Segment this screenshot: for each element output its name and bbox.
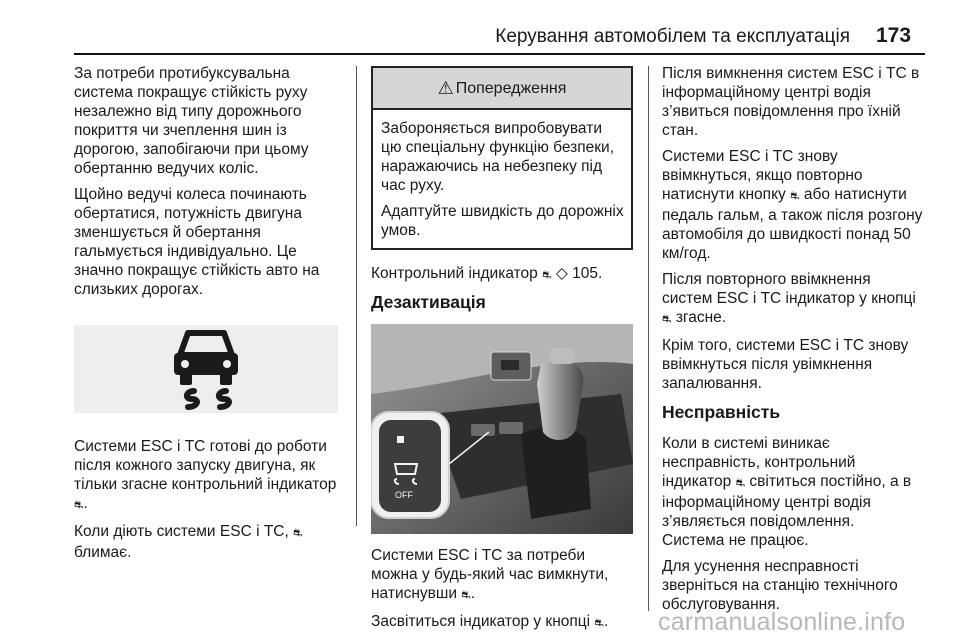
column-middle [371, 66, 633, 640]
paragraph: Системи ESC і TC готові до роботи після кожного запуску двигуна, як тільки згасне контрольний індикатор ⛐. [74, 438, 337, 512]
tc-off-button-icon: ⛐ [662, 313, 672, 325]
tc-off-button-icon: ⛐ [790, 190, 800, 202]
tc-indicator-icon: ⛐ [735, 477, 746, 489]
paragraph: Засвітиться індикатор у кнопці ⛐. [371, 613, 609, 630]
paragraph: Крім того, системи ESC і TC знову ввімкнуться після увімкнення запалювання. [662, 337, 909, 392]
section-heading: Дезактивація [371, 292, 486, 312]
header-title: Керування автомобілем та експлуатація [495, 26, 850, 47]
paragraph: Коли в системі виникає несправність, контрольний індикатор ⛐ світиться постійно, а в інформаційному центрі водія з’являється повідомлення. [662, 435, 912, 530]
tc-indicator-icon: ⛐ [293, 527, 303, 539]
gear-console-illustration [371, 324, 633, 534]
column-divider [356, 66, 357, 526]
traction-control-figure [74, 325, 338, 413]
figure-caption: Системи ESC і TC за потреби можна у будь-який час вимкнути, натиснувши ⛐. [371, 547, 609, 602]
page-number: 173 [876, 24, 912, 47]
paragraph: Контрольний індикатор ⛐ ◇ 105. [371, 265, 603, 282]
off-button-label: OFF [395, 490, 413, 500]
paragraph: Після вимкнення систем ESC і TC в інформаційному центрі водія з’явиться повідомлення про їхній стан. [662, 65, 920, 139]
warning-triangle-icon: ⚠ [437, 77, 454, 98]
paragraph: Щойно ведучі колеса починають обертатися, потужність двигуна зменшується й обертання гальмується індивідуально. Це значно покращує стійкість авто на слизьких дорогах. [74, 186, 320, 298]
paragraph: За потреби протибуксувальна система покращує стійкість руху незалежно від типу дорожнього покриття чи зчеплення шин із дорогою, запобігаючи при цьому обертанню ведучих коліс. [74, 65, 309, 177]
paragraph: Коли діють системи ESC і TC, ⛐ блимає. [74, 523, 303, 561]
traction-control-icon [164, 327, 248, 411]
paragraph: Забороняється випробовувати цю спеціальну функцію безпеки, наражаючись на небезпеку під час руху. [381, 120, 615, 194]
tc-off-button-icon: ⛐ [594, 617, 604, 629]
tc-indicator-icon: ⛐ [542, 269, 552, 281]
console-photo [371, 324, 633, 534]
warning-body [373, 110, 631, 248]
tc-off-button-icon: ⛐ [461, 589, 471, 601]
section-heading: Несправність [662, 402, 781, 422]
paragraph: Для усунення несправності зверніться на станцію технічного обслуговування. [662, 558, 898, 613]
page-reference-icon: ◇ [555, 265, 568, 282]
paragraph: Після повторного ввімкнення систем ESC і TC індикатор у кнопці ⛐ згасне. [662, 271, 916, 326]
paragraph: Системи ESC і TC знову ввімкнуться, якщо повторно натиснути кнопку ⛐ або натиснути педаль гальм, а також після розгону автомобіля до швидкості понад 50 км/год. [662, 148, 923, 262]
column-left [74, 64, 344, 569]
column-right [662, 64, 924, 621]
header-divider [74, 53, 925, 55]
paragraph: Система не працює. [662, 532, 809, 549]
warning-box [371, 66, 633, 250]
warning-title: Попередження [455, 79, 567, 97]
warning-header [373, 68, 631, 110]
paragraph: Адаптуйте швидкість до дорожніх умов. [381, 203, 624, 239]
watermark: carmanualsonline.info [658, 608, 906, 636]
column-divider [648, 66, 649, 611]
tc-indicator-icon: ⛐ [74, 499, 84, 511]
